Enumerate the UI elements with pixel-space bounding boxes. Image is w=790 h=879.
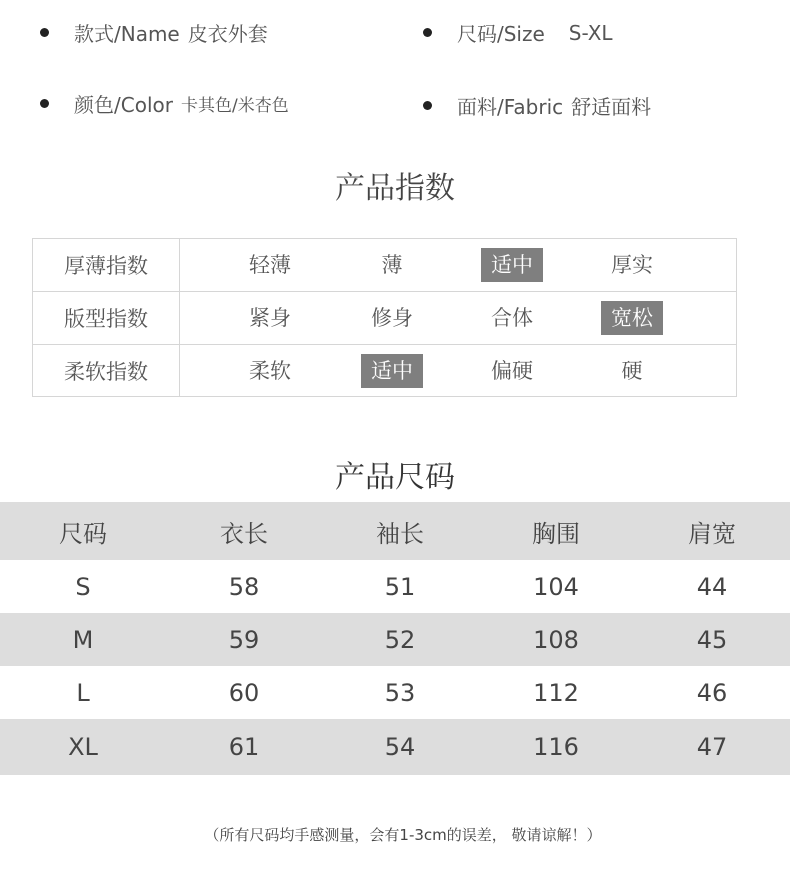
table-cell: 46 [696, 678, 728, 707]
spec-fabric-label: 面料/Fabric [457, 95, 564, 119]
index-row [33, 239, 736, 291]
spec-fabric [423, 91, 651, 120]
header-cell: 衣长 [220, 519, 268, 548]
table-row [0, 613, 790, 666]
spec-fabric-value: 舒适面料 [571, 95, 652, 119]
header-cell: 肩宽 [688, 519, 736, 548]
spec-name [40, 18, 268, 47]
index-option: 合体 [491, 306, 533, 330]
spec-size [423, 18, 613, 47]
index-row-label: 版型指数 [33, 292, 180, 344]
index-row-label: 厚薄指数 [33, 239, 180, 291]
table-row [0, 666, 790, 719]
spec-color-value: 卡其色/米杏色 [180, 96, 289, 116]
table-cell: 52 [384, 625, 416, 654]
bullet-icon [423, 28, 432, 37]
spec-name-value: 皮衣外套 [187, 22, 268, 46]
table-cell: 45 [696, 625, 728, 654]
table-cell: 116 [533, 733, 579, 761]
measurement-note: （所有尺码均手感测量，会有1-3cm的误差， 敬请谅解！） [204, 826, 602, 844]
index-row [33, 344, 736, 397]
index-row-label: 柔软指数 [33, 345, 180, 397]
table-row [0, 719, 790, 775]
index-option: 修身 [371, 306, 413, 330]
size-table [0, 502, 790, 775]
index-row [33, 291, 736, 344]
bullet-icon [40, 99, 49, 108]
index-section-title: 产品指数 [335, 171, 455, 206]
table-cell: 104 [533, 572, 579, 601]
index-option: 轻薄 [249, 253, 291, 277]
index-option: 紧身 [249, 306, 291, 330]
header-cell: 胸围 [532, 519, 580, 548]
bullet-icon [40, 28, 49, 37]
index-option: 宽松 [573, 292, 691, 344]
index-option: 偏硬 [491, 359, 533, 383]
size-section-title: 产品尺码 [335, 460, 455, 495]
table-cell: 59 [228, 625, 260, 654]
table-cell: XL [68, 733, 98, 761]
spec-size-label: 尺码/Size [457, 22, 545, 46]
table-cell: 58 [228, 572, 260, 601]
table-cell: 112 [533, 678, 579, 707]
index-option: 硬 [621, 359, 643, 383]
spec-color-label: 颜色/Color [74, 93, 173, 117]
header-cell: 袖长 [376, 519, 424, 548]
header-cell: 尺码 [59, 519, 107, 548]
spec-color [40, 89, 289, 118]
table-cell: 44 [696, 572, 728, 601]
table-cell: 51 [384, 572, 416, 601]
spec-size-value: S-XL [568, 20, 613, 45]
table-cell: S [75, 572, 91, 601]
table-cell: 61 [228, 733, 260, 761]
index-option: 柔软 [249, 359, 291, 383]
index-option: 厚实 [611, 253, 653, 277]
table-row [0, 560, 790, 613]
size-table-header [0, 502, 790, 560]
table-cell: 54 [384, 733, 416, 761]
table-cell: 47 [696, 733, 728, 761]
index-option: 适中 [453, 239, 571, 291]
bullet-icon [423, 101, 432, 110]
table-cell: 108 [533, 625, 579, 654]
index-table [32, 238, 737, 397]
table-cell: M [72, 625, 94, 654]
spec-name-label: 款式/Name [74, 22, 180, 46]
index-option: 薄 [381, 253, 403, 277]
table-cell: 60 [228, 678, 260, 707]
index-option: 适中 [333, 345, 451, 397]
table-cell: L [76, 678, 90, 707]
table-cell: 53 [384, 678, 416, 707]
